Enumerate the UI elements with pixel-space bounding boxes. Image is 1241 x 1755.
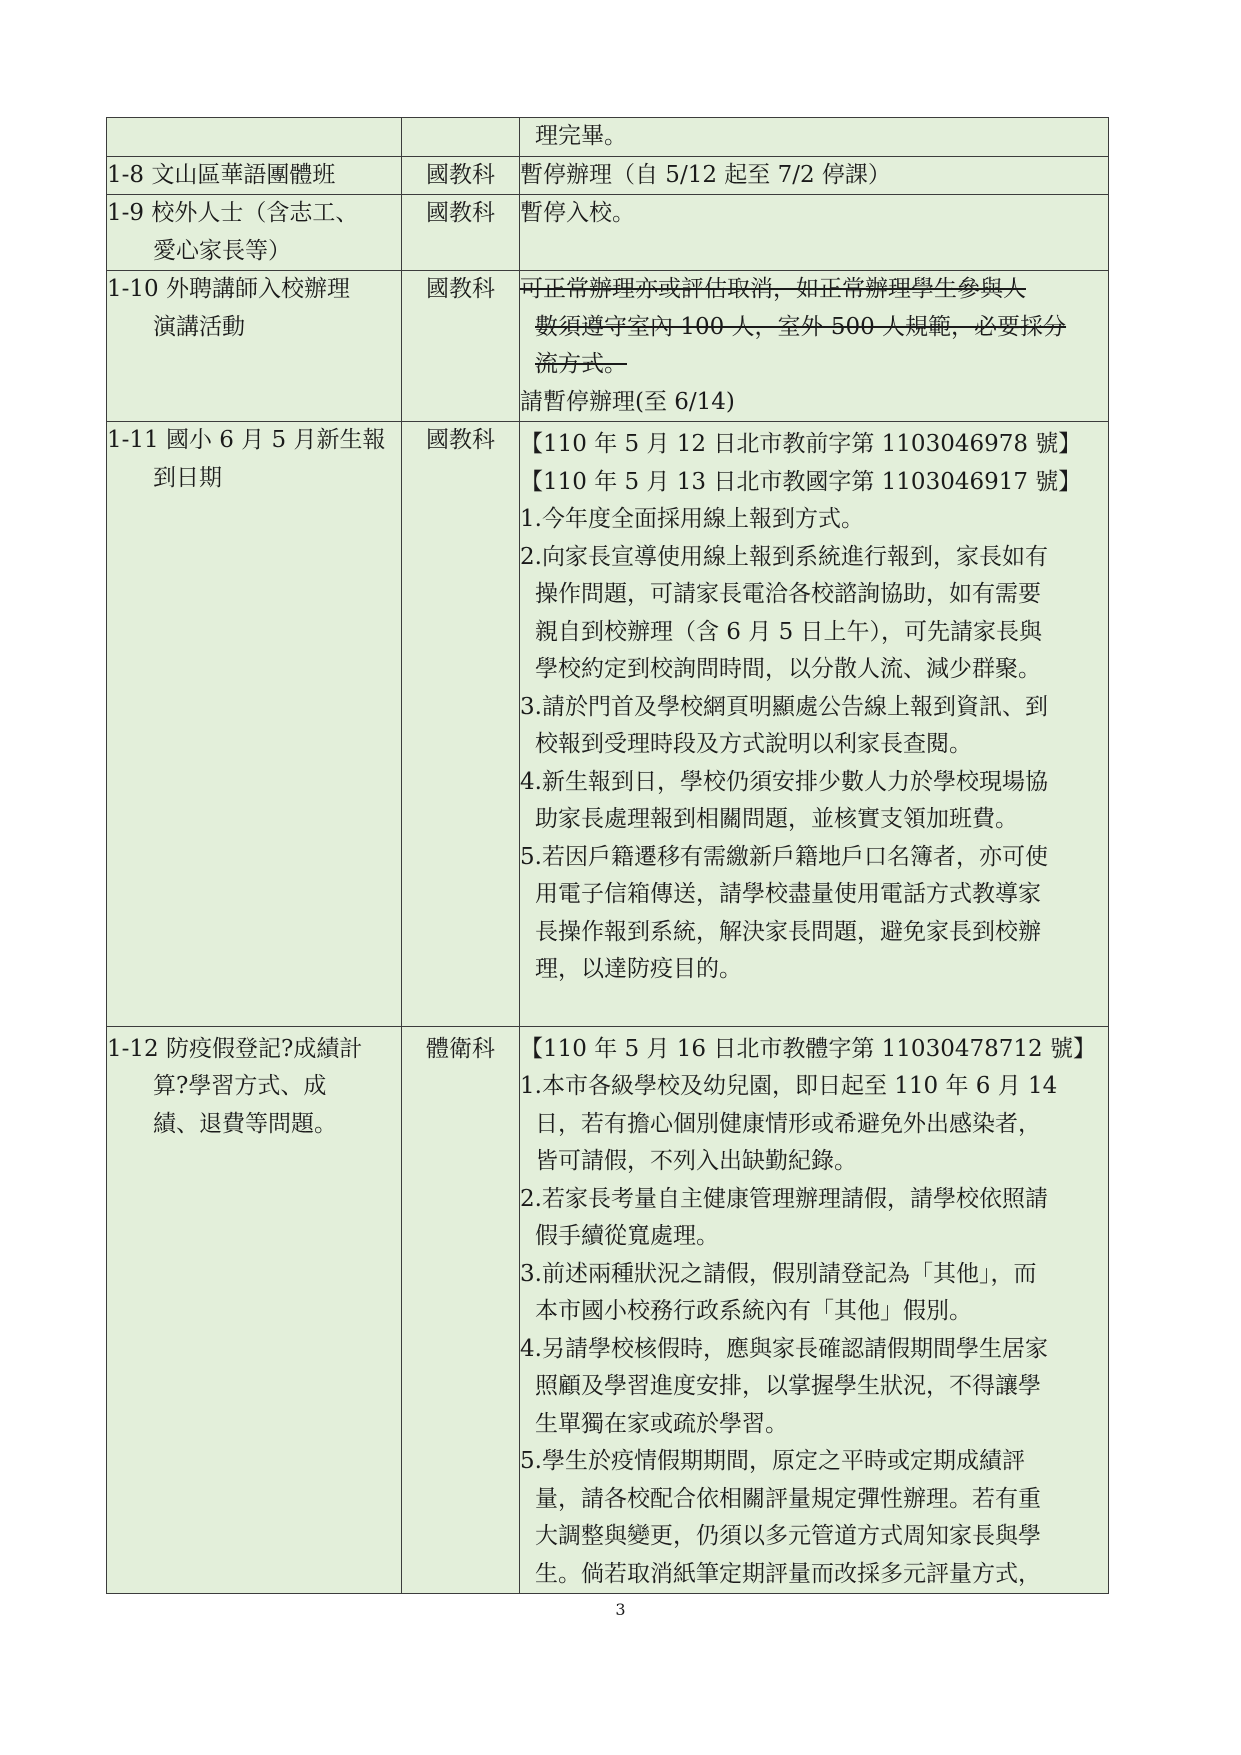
content-line: 4.新生報到日，學校仍須安排少數人力於學校現場協 [520,768,1048,795]
struck-line: 可正常辦理亦或評估取消，如正常辦理學生參與人 [520,276,1026,302]
dept-cell: 體衛科 [402,1026,520,1594]
content-line: 暫停入校。 [520,200,635,226]
item-label: 1-8 文山區華語團體班 [107,161,336,188]
dept-cell: 國教科 [402,271,520,422]
table-row [107,271,1109,422]
dept-cell: 國教科 [402,195,520,271]
content-line: 量，請各校配合依相關評量規定彈性辦理。若有重 [535,1485,1041,1512]
content-line: 本市國小校務行政系統內有「其他」假別。 [535,1298,972,1324]
item-label: 1-11 國小 6 月 5 月新生報 [107,427,386,453]
content-line: 請暫停辦理(至 6/14) [520,388,735,415]
content-line: 假手續從寬處理。 [535,1223,719,1249]
content-cell [520,195,1109,271]
content-line: 日，若有擔心個別健康情形或希避免外出感染者， [535,1110,1041,1137]
table-row [107,1026,1109,1594]
item-cell [107,118,402,157]
dept-cell: 國教科 [402,156,520,195]
content-line: 暫停辦理（自 5/12 起至 7/2 停課） [520,161,891,188]
page-number: 3 [615,1600,626,1619]
table-row [107,422,1109,1027]
item-label: 績、退費等問題。 [153,1110,337,1137]
item-cell [107,1026,402,1594]
content-line: 照顧及學習進度安排，以掌握學生狀況，不得讓學 [535,1373,1041,1399]
item-cell [107,156,402,195]
content-line: 大調整與變更，仍須以多元管道方式周知家長與學 [535,1523,1041,1549]
struck-line: 數須遵守室內 100 人，室外 500 人規範，必要採分 [535,313,1067,340]
content-line: 2.向家長宣導使用線上報到系統進行報到，家長如有 [520,543,1048,570]
content-line: 【110 年 5 月 12 日北市教前字第 1103046978 號】 [520,431,1082,457]
dept-cell: 國教科 [402,422,520,1027]
content-line: 學校約定到校詢問時間，以分散人流、減少群聚。 [535,656,1041,682]
content-line: 校報到受理時段及方式說明以利家長查閱。 [535,731,972,757]
table-row [107,118,1109,157]
content-line: 4.另請學校核假時，應與家長確認請假期間學生居家 [520,1335,1048,1362]
content-cell [520,422,1109,1027]
content-line: 【110 年 5 月 16 日北市教體字第 11030478712 號】 [520,1035,1096,1062]
content-line: 操作問題，可請家長電洽各校諮詢協助，如有需要 [535,581,1041,607]
spacer [520,989,1108,1026]
item-label: 演講活動 [153,313,245,340]
content-line: 【110 年 5 月 13 日北市教國字第 1103046917 號】 [520,468,1082,495]
table-row [107,195,1109,271]
item-label: 1-10 外聘講師入校辦理 [107,276,350,302]
item-label: 算?學習方式、成 [153,1073,327,1099]
content-line: 1.今年度全面採用線上報到方式。 [520,506,864,532]
item-cell [107,422,402,1027]
content-line: 生。倘若取消紙筆定期評量而改採多元評量方式， [535,1560,1041,1587]
content-cell [520,271,1109,422]
content-line: 長操作報到系統，解決家長問題，避免家長到校辦 [535,918,1041,945]
content-line: 生單獨在家或疏於學習。 [535,1410,788,1437]
struck-text: 流方式。 [535,351,627,377]
dept-cell [402,118,520,157]
item-label: 1-9 校外人士（含志工、 [107,200,359,226]
content-cell [520,156,1109,195]
content-line: 助家長處理報到相關問題，並核實支領加班費。 [535,806,1018,832]
content-line: 理，以達防疫目的。 [535,956,742,982]
item-cell [107,271,402,422]
content-line: 親自到校辦理（含 6 月 5 日上午），可先請家長與 [535,618,1043,645]
content-line: 5.若因戶籍遷移有需繳新戶籍地戶口名簿者，亦可使 [520,843,1048,870]
item-cell [107,195,402,271]
content-cell [520,118,1109,157]
item-label: 愛心家長等） [153,237,291,264]
content-line: 2.若家長考量自主健康管理辦理請假，請學校依照請 [520,1185,1048,1212]
item-label: 1-12 防疫假登記?成績計 [107,1035,363,1062]
content-cell [520,1026,1109,1594]
content-line: 皆可請假，不列入出缺勤紀錄。 [535,1148,857,1174]
content-line: 理完畢。 [535,123,627,149]
content-line: 3.請於門首及學校網頁明顯處公告線上報到資訊、到 [520,693,1048,720]
item-label: 到日期 [153,464,222,491]
struck-line [520,346,1108,384]
content-line: 3.前述兩種狀況之請假，假別請登記為「其他」，而 [520,1260,1037,1287]
content-line: 1.本市各級學校及幼兒園，即日起至 110 年 6 月 14 [520,1073,1058,1099]
content-line: 用電子信箱傳送，請學校盡量使用電話方式教導家 [535,881,1041,907]
document-table [106,117,1109,1594]
content-line: 5.學生於疫情假期期間，原定之平時或定期成績評 [520,1448,1025,1474]
table-row [107,156,1109,195]
